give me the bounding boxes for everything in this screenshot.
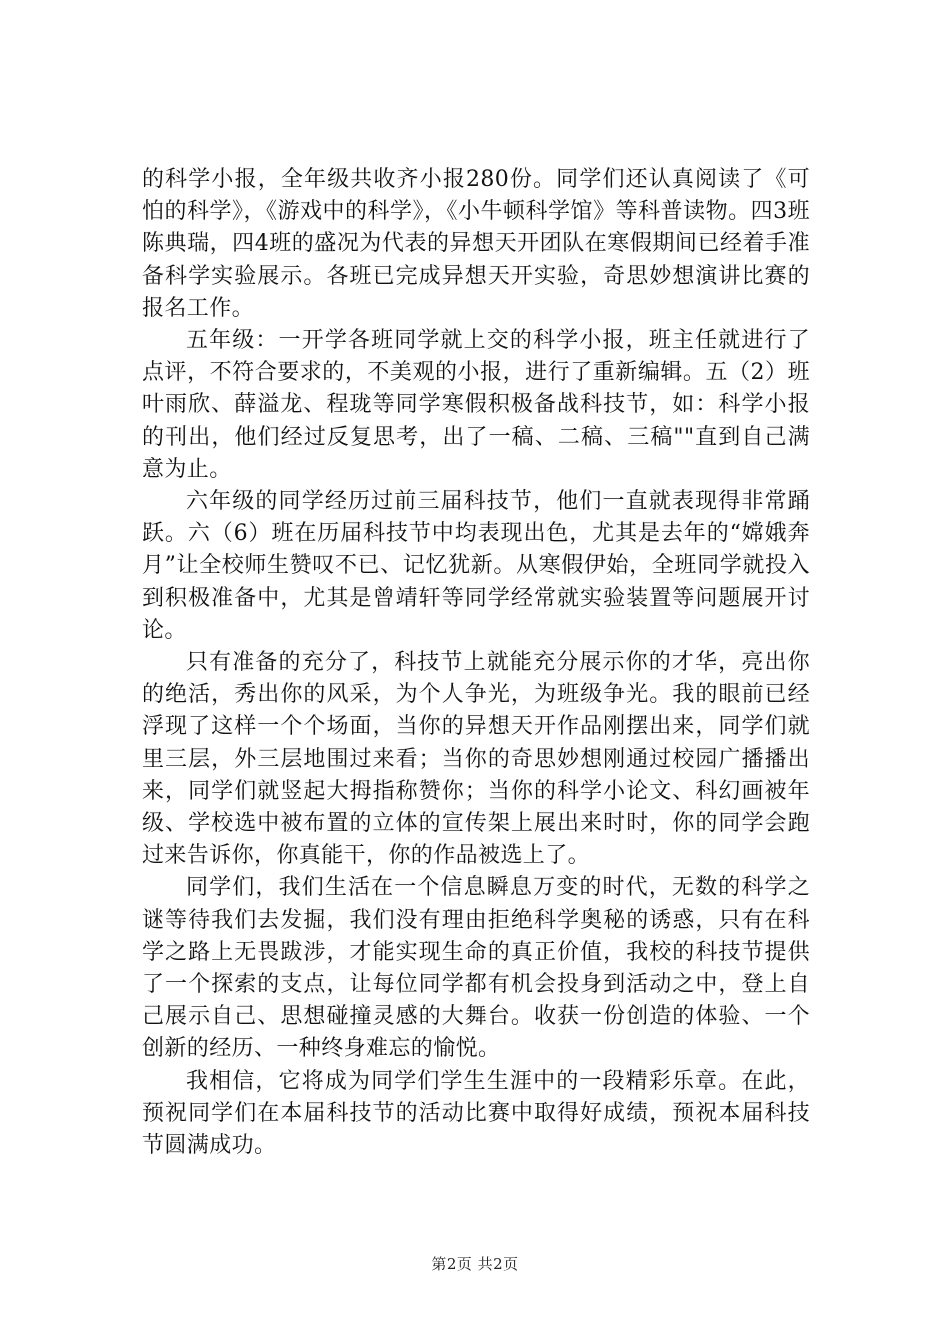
paragraph-2: 五年级：一开学各班同学就上交的科学小报，班主任就进行了点评，不符合要求的，不美观的小报，进行了重新编辑。五（2）班叶雨欣、薛溢龙、程珑等同学寒假积极备战科技节，如：科学小报的刊出，他们经过反复思考，出了一稿、二稿、三稿""直到自己满意为止。 <box>142 328 810 482</box>
paragraph-4: 只有准备的充分了，科技节上就能充分展示你的才华，亮出你的绝活，秀出你的风采，为个人争光，为班级争光。我的眼前已经浮现了这样一个个场面，当你的异想天开作品刚摆出来，同学们就里三层，外三层地围过来看；当你的奇思妙想刚通过校园广播播出来，同学们就竖起大拇指称赞你；当你的科学小论文、科幻画被年级、学校选中被布置的立体的宣传架上展出来时时，你的同学会跑过来告诉你，你真能干，你的作品被选上了。 <box>142 650 810 869</box>
page-number-footer: 第2页 共2页 <box>431 1255 519 1273</box>
paragraph-3: 六年级的同学经历过前三届科技节，他们一直就表现得非常踊跃。六（6）班在历届科技节中均表现出色，尤其是去年的“嫦娥奔月”让全校师生赞叹不已、记忆犹新。从寒假伊始，全班同学就投入到积极准备中，尤其是曾靖轩等同学经常就实验装置等问题展开讨论。 <box>142 489 810 643</box>
paragraph-6: 我相信，它将成为同学们学生生涯中的一段精彩乐章。在此，预祝同学们在本届科技节的活动比赛中取得好成绩，预祝本届科技节圆满成功。 <box>142 1068 810 1159</box>
paragraph-5: 同学们，我们生活在一个信息瞬息万变的时代，无数的科学之谜等待我们去发掘，我们没有理由拒绝科学奥秘的诱惑，只有在科学之路上无畏跋涉，才能实现生命的真正价值，我校的科技节提供了一个探索的支点，让每位同学都有机会投身到活动之中，登上自己展示自己、思想碰撞灵感的大舞台。收获一份创造的体验、一个创新的经历、一种终身难忘的愉悦。 <box>142 875 810 1062</box>
paragraph-1: 的科学小报，全年级共收齐小报280份。同学们还认真阅读了《可怕的科学》，《游戏中的科学》，《小牛顿科学馆》等科普读物。四3班陈典瑞，四4班的盛况为代表的异想天开团队在寒假期间已经着手准备科学实验展示。各班已完成异想天开实验，奇思妙想演讲比赛的报名工作。 <box>142 167 810 321</box>
document-body <box>142 164 810 1162</box>
